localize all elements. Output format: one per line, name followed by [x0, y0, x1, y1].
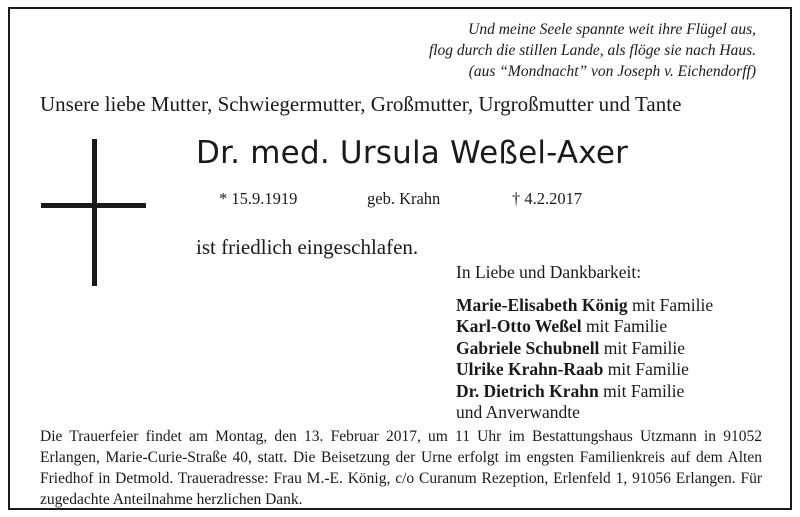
mourners-closing: und Anverwandte	[456, 402, 580, 422]
obituary-frame	[8, 7, 792, 510]
maiden-name: geb. Krahn	[367, 189, 441, 208]
poem-line-1: Und meine Seele spannte weit ihre Flügel aus,	[468, 21, 756, 38]
mourner-suffix: mit Familie	[598, 380, 685, 401]
mourner-name: Ulrike Krahn-Raab	[456, 359, 604, 379]
cross-icon-bar	[41, 203, 146, 208]
intro-line: Unsere liebe Mutter, Schwiegermutter, Großmutter, Urgroßmutter und Tante	[40, 92, 682, 116]
mourner-entry	[456, 381, 713, 403]
mourner-name: Marie-Elisabeth König	[456, 294, 628, 315]
mourner-name: Karl-Otto Weßel	[456, 316, 582, 336]
funeral-notice: Die Trauerfeier findet am Montag, den 13. Februar 2017, um 11 Uhr im Bestattungshaus Utzmann in 91052 Erlangen, Marie-Curie-Straße 40, statt. Die Beisetzung der Urne erfolgt im engsten Familienkreis auf dem Alten Friedhof in Detmold. Traueradresse: Frau M.-E. König, c/o Curanum Rezeption, Erlenfeld 1, 91056 Erlangen. Für zugedachte Anteilnahme herzlichen Dank.	[40, 428, 762, 508]
poem-line-2: flog durch die stillen Lande, als flöge sie nach Haus.	[428, 42, 756, 59]
birth-date: * 15.9.1919	[219, 189, 298, 208]
death-date: † 4.2.2017	[512, 189, 583, 208]
mourner-entry	[456, 338, 713, 360]
mourner-name: Gabriele Schubnell	[456, 337, 600, 358]
passing-statement: ist friedlich eingeschlafen.	[196, 235, 419, 259]
mourners-heading: In Liebe und Dankbarkeit:	[456, 262, 642, 282]
mourner-name: Dr. Dietrich Krahn	[456, 380, 599, 401]
poem-quote	[429, 19, 756, 82]
poem-attribution: (aus “Mondnacht” von Joseph v. Eichendorff)	[468, 63, 756, 80]
mourner-entry	[456, 316, 713, 338]
mourner-suffix: mit Familie	[627, 294, 714, 315]
mourner-entry	[456, 359, 713, 381]
deceased-name: Dr. med. Ursula Weßel-Axer	[196, 135, 629, 171]
mourner-suffix: mit Familie	[599, 337, 685, 358]
mourner-entry	[456, 295, 713, 317]
mourners-list	[456, 262, 713, 424]
mourner-suffix: mit Familie	[603, 359, 689, 379]
mourner-suffix: mit Familie	[581, 316, 668, 336]
cross-icon	[92, 139, 97, 286]
